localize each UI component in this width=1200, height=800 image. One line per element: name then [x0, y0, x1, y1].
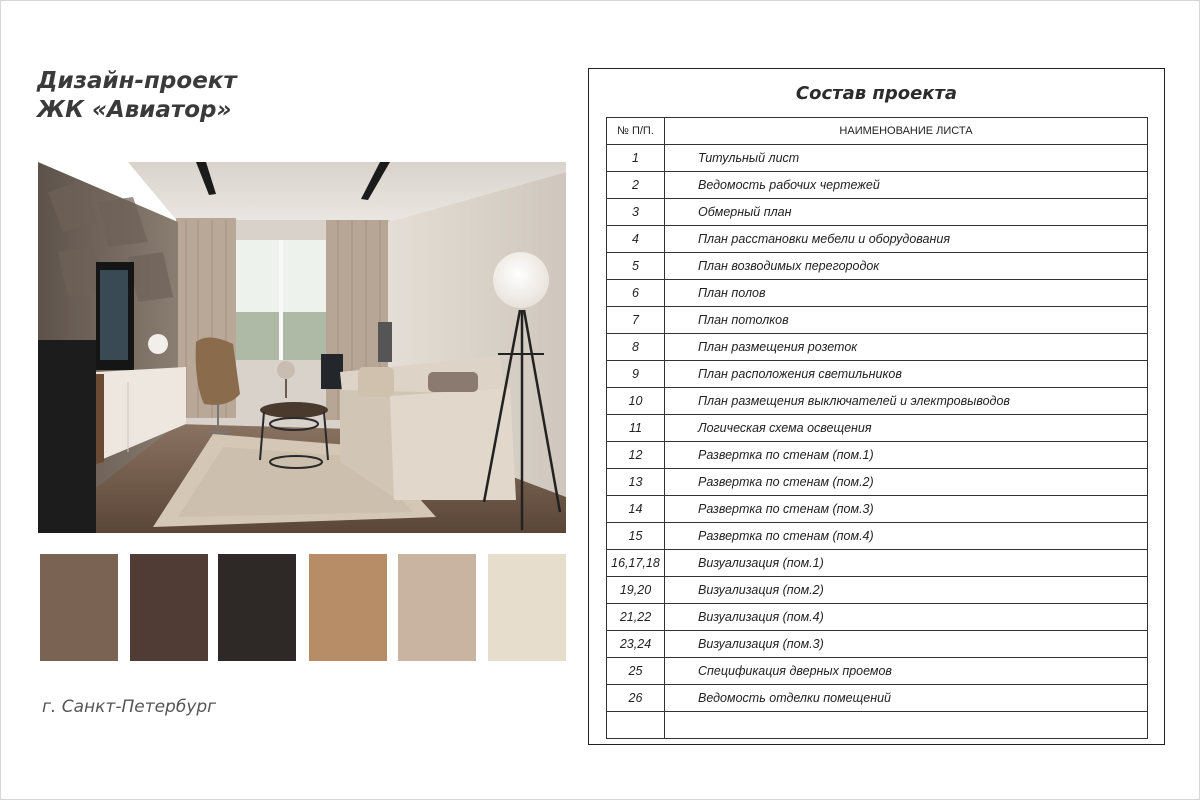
table-row — [607, 469, 1148, 496]
row-number: 14 — [607, 496, 665, 523]
row-sheet-name: План расстановки мебели и оборудования — [665, 226, 1148, 253]
col-num-header: № П/П. — [607, 118, 665, 145]
row-number: 13 — [607, 469, 665, 496]
row-number: 2 — [607, 172, 665, 199]
table-row — [607, 145, 1148, 172]
color-swatch — [40, 554, 118, 661]
title-line-1: Дизайн-проект — [37, 68, 237, 94]
table-row — [607, 685, 1148, 712]
row-sheet-name: Ведомость рабочих чертежей — [665, 172, 1148, 199]
row-sheet-name: Визуализация (пом.4) — [665, 604, 1148, 631]
city-label: г. Санкт-Петербург — [42, 697, 217, 717]
table-row — [607, 199, 1148, 226]
table-row — [607, 280, 1148, 307]
table-row — [607, 658, 1148, 685]
color-swatch — [309, 554, 387, 661]
row-sheet-name: План возводимых перегородок — [665, 253, 1148, 280]
table-row — [607, 712, 1148, 739]
row-number: 26 — [607, 685, 665, 712]
row-sheet-name: Развертка по стенам (пом.3) — [665, 496, 1148, 523]
table-row — [607, 523, 1148, 550]
row-number: 16,17,18 — [607, 550, 665, 577]
sheet-list-table — [606, 117, 1148, 739]
color-swatch — [130, 554, 208, 661]
color-swatch — [218, 554, 296, 661]
row-number: 12 — [607, 442, 665, 469]
row-sheet-name: Визуализация (пом.2) — [665, 577, 1148, 604]
table-row — [607, 361, 1148, 388]
table-row — [607, 604, 1148, 631]
row-sheet-name: Развертка по стенам (пом.1) — [665, 442, 1148, 469]
row-sheet-name: Развертка по стенам (пом.4) — [665, 523, 1148, 550]
row-sheet-name: План размещения выключателей и электровыводов — [665, 388, 1148, 415]
row-sheet-name: Спецификация дверных проемов — [665, 658, 1148, 685]
table-row — [607, 388, 1148, 415]
row-sheet-name: Визуализация (пом.1) — [665, 550, 1148, 577]
row-sheet-name: Ведомость отделки помещений — [665, 685, 1148, 712]
row-number: 9 — [607, 361, 665, 388]
table-row — [607, 226, 1148, 253]
row-sheet-name: План потолков — [665, 307, 1148, 334]
col-name-header: НАИМЕНОВАНИЕ ЛИСТА — [665, 118, 1148, 145]
row-number: 19,20 — [607, 577, 665, 604]
table-row — [607, 496, 1148, 523]
table-row — [607, 442, 1148, 469]
row-sheet-name — [665, 712, 1148, 739]
sheet-title: Состав проекта — [795, 83, 958, 104]
living-room-image — [38, 162, 566, 533]
row-number: 25 — [607, 658, 665, 685]
interior-visualization — [38, 162, 566, 533]
row-number: 21,22 — [607, 604, 665, 631]
row-number: 11 — [607, 415, 665, 442]
table-row — [607, 253, 1148, 280]
row-number: 8 — [607, 334, 665, 361]
row-sheet-name: Титульный лист — [665, 145, 1148, 172]
table-row — [607, 172, 1148, 199]
color-swatch — [398, 554, 476, 661]
row-number: 6 — [607, 280, 665, 307]
row-number: 15 — [607, 523, 665, 550]
title-line-2: ЖК «Авиатор» — [37, 97, 232, 123]
table-row — [607, 577, 1148, 604]
row-number — [607, 712, 665, 739]
row-number: 5 — [607, 253, 665, 280]
table-row — [607, 334, 1148, 361]
row-sheet-name: План расположения светильников — [665, 361, 1148, 388]
row-number: 10 — [607, 388, 665, 415]
row-sheet-name: План размещения розеток — [665, 334, 1148, 361]
row-number: 1 — [607, 145, 665, 172]
table-row — [607, 307, 1148, 334]
row-sheet-name: Визуализация (пом.3) — [665, 631, 1148, 658]
color-swatch — [488, 554, 566, 661]
row-number: 7 — [607, 307, 665, 334]
row-number: 3 — [607, 199, 665, 226]
row-sheet-name: Развертка по стенам (пом.2) — [665, 469, 1148, 496]
table-header — [607, 118, 1148, 145]
table-row — [607, 631, 1148, 658]
row-sheet-name: Обмерный план — [665, 199, 1148, 226]
row-number: 23,24 — [607, 631, 665, 658]
color-palette — [40, 554, 566, 661]
project-contents-sheet — [588, 68, 1165, 745]
table-row — [607, 415, 1148, 442]
table-row — [607, 550, 1148, 577]
project-title — [37, 67, 237, 125]
row-sheet-name: Логическая схема освещения — [665, 415, 1148, 442]
row-number: 4 — [607, 226, 665, 253]
row-sheet-name: План полов — [665, 280, 1148, 307]
